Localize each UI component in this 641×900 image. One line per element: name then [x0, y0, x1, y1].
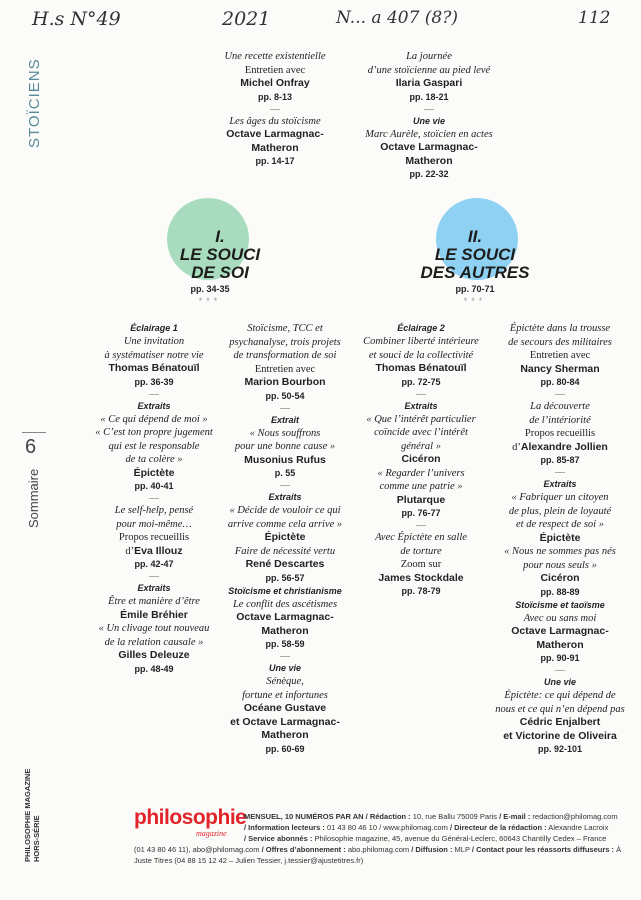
- handwritten-note-right: 112: [578, 8, 611, 28]
- author-name: Matheron: [405, 154, 453, 167]
- rubric-heading: Extraits: [137, 400, 171, 411]
- section-2-pages: pp. 70-71: [455, 284, 495, 294]
- article-title: à systématiser notre vie: [104, 349, 204, 361]
- author-name: René Descartes: [245, 558, 325, 570]
- quote-title: coïncide avec l’intérêt: [374, 427, 468, 438]
- separator-dash: —: [149, 388, 159, 400]
- issue-type-vertical: HORS-SÉRIE: [32, 815, 41, 862]
- author-name: Octave Larmagnac-: [236, 611, 334, 623]
- footer-text: (01 43 80 46 11), abo@philomag.com: [134, 845, 262, 854]
- section-2-title-line-2: DES AUTRES: [420, 263, 530, 282]
- philosophie-logo: philosophie: [134, 806, 247, 829]
- separator-dash: —: [424, 103, 434, 115]
- quote-title: « Nous souffrons: [249, 427, 321, 439]
- page-range: pp. 78-79: [401, 586, 441, 596]
- footer-label: / Offres d’abonnement :: [261, 845, 346, 854]
- author-name: Cicéron: [401, 453, 441, 465]
- author-prefix: d’: [125, 545, 135, 557]
- article-title: La journée: [406, 51, 452, 62]
- article-subtitle: Propos recueillis: [524, 428, 596, 439]
- author-name: Matheron: [536, 638, 584, 651]
- page-range: pp. 50-54: [265, 390, 305, 401]
- footer-line-5: Juste Titres (04 88 15 12 42 – Julien Tessier, j.tessier@ajustetitres.fr): [134, 856, 364, 865]
- footer-text: À: [614, 845, 622, 854]
- article-title: Le conflit des ascétismes: [232, 598, 338, 610]
- section-1-stars: ***: [198, 296, 222, 306]
- quote-title: et de respect de soi »: [516, 519, 604, 530]
- separator-dash: —: [555, 389, 565, 400]
- author-name: Ilaria Gaspari: [395, 77, 463, 89]
- quote-title: « C’est ton propre jugement: [95, 427, 213, 438]
- rubric-heading: Extraits: [137, 583, 171, 593]
- article-subtitle: Zoom sur: [400, 559, 442, 570]
- section-1-title-line-1: LE SOUCI: [179, 245, 261, 264]
- rubric-heading: Extraits: [268, 492, 302, 502]
- section-1-numeral: I.: [215, 227, 225, 246]
- footer-text: abo.philomag.com: [345, 845, 412, 854]
- contents-column-2: [212, 322, 358, 756]
- quote-title: de plus, plein de loyauté: [508, 505, 612, 517]
- section-2-numeral: II.: [467, 227, 483, 246]
- author-name: Marion Bourbon: [244, 376, 326, 388]
- quote-title: « Fabriquer un citoyen: [511, 492, 609, 503]
- rubric-heading: Une vie: [268, 663, 301, 673]
- page-range: pp. 88-89: [540, 586, 580, 597]
- article-title: Être et manière d’être: [108, 596, 200, 607]
- footer-line-3: [244, 833, 640, 844]
- footer-line-4: [134, 844, 640, 855]
- author-name: Gilles Deleuze: [118, 649, 190, 661]
- separator-dash: —: [280, 480, 290, 491]
- footer-label: / E-mail :: [499, 812, 531, 821]
- quote-title: comme une patrie »: [379, 481, 463, 492]
- rubric-heading: Extraits: [404, 400, 438, 411]
- author-name: Thomas Bénatouïl: [108, 362, 200, 374]
- footer-credits: [244, 811, 640, 844]
- footer-line-1: [244, 811, 640, 822]
- article-subtitle: Propos recueillis: [118, 532, 190, 543]
- intro-column-1: [200, 50, 350, 168]
- author-name: James Stockdale: [378, 571, 464, 584]
- page-number: 6: [25, 436, 37, 458]
- author-name: Thomas Bénatouïl: [375, 362, 467, 374]
- author-name: Océane Gustave: [243, 702, 327, 714]
- page-label: Sommaire: [26, 468, 41, 528]
- footer-text: Philosophie magazine, 45, avenue du Général-Leclerc, 60643 Chantilly Cedex – France: [312, 834, 607, 843]
- page-range: pp. 58-59: [265, 639, 305, 649]
- separator-dash: —: [555, 467, 565, 478]
- author-name: Matheron: [261, 729, 309, 741]
- quote-title: qui est le responsable: [108, 440, 200, 452]
- footer-label: / Diffusion :: [411, 845, 453, 854]
- article-title: Les âges du stoïcisme: [229, 115, 321, 127]
- author-name: Matheron: [251, 141, 299, 154]
- author-name: Émile Bréhier: [120, 608, 188, 621]
- page-range: pp. 40-41: [134, 481, 174, 491]
- article-title: La découverte: [530, 401, 590, 412]
- page-range: pp. 90-91: [540, 653, 580, 663]
- quote-title: « Que l’intérêt particulier: [366, 413, 476, 425]
- quote-title: arrive comme cela arrive »: [227, 518, 343, 530]
- author-name: Michel Onfray: [240, 77, 310, 89]
- rubric-heading: Éclairage 1: [130, 323, 178, 333]
- handwritten-note-left: H.s N°49: [32, 8, 121, 30]
- author-name: Musonius Rufus: [244, 453, 326, 466]
- rubric-heading: Extrait: [270, 414, 299, 425]
- handwritten-note-mid: N... a 407 (8?): [336, 8, 458, 28]
- article-title: d’une stoïcienne au pied levé: [367, 64, 491, 76]
- page-range: pp. 60-69: [265, 743, 305, 754]
- page-range: pp. 76-77: [401, 508, 441, 518]
- article-title: Faire de nécessité vertu: [234, 545, 336, 557]
- author-name: Nancy Sherman: [520, 362, 600, 375]
- footer-text: 10, rue Ballu 75009 Paris: [410, 812, 500, 821]
- article-title: Épictète dans la trousse: [509, 323, 611, 334]
- author-name: et Octave Larmagnac-: [230, 715, 340, 728]
- page-range: pp. 36-39: [134, 376, 174, 387]
- footer-text: redaction@philomag.com: [530, 812, 618, 821]
- page-range: pp. 80-84: [540, 377, 580, 387]
- author-name: Eva Illouz: [134, 544, 183, 557]
- page-range: pp. 72-75: [401, 376, 441, 387]
- separator-dash: —: [280, 651, 290, 662]
- page-range: pp. 14-17: [255, 156, 295, 166]
- rubric-heading: Une vie: [412, 115, 445, 126]
- rubric-heading: Éclairage 2: [397, 323, 445, 333]
- page-range: pp. 92-101: [537, 744, 583, 754]
- author-name: Matheron: [261, 624, 309, 637]
- author-name: Plutarque: [396, 493, 446, 506]
- page-range: pp. 85-87: [540, 455, 580, 465]
- author-prefix: d’: [512, 441, 521, 453]
- author-name: Cédric Enjalbert: [519, 716, 601, 728]
- contents-column-4: [486, 322, 634, 756]
- rubric-heading: Une vie: [543, 677, 576, 687]
- author-name: Octave Larmagnac-: [226, 128, 324, 140]
- page-range: p. 55: [274, 468, 296, 478]
- separator-dash: —: [280, 402, 290, 414]
- author-name: Cicéron: [540, 572, 580, 584]
- footer-label: / Contact pour les réassorts diffuseurs :: [471, 845, 615, 854]
- sidebar-divider: [22, 432, 46, 433]
- page-range: pp. 8-13: [257, 91, 292, 102]
- article-title: de l’intériorité: [529, 414, 591, 426]
- page-range: pp. 18-21: [409, 91, 449, 102]
- article-title: Stoïcisme, TCC et: [247, 323, 323, 334]
- section-1-pages: pp. 34-35: [190, 284, 230, 294]
- page-range: pp. 56-57: [265, 572, 305, 583]
- article-title: pour moi-même…: [116, 518, 192, 530]
- footer-label: / Information lecteurs :: [244, 823, 325, 832]
- article-title: Une recette existentielle: [224, 51, 326, 62]
- author-name: Épictète: [264, 531, 306, 543]
- author-name: Épictète: [133, 466, 175, 479]
- magazine-name-vertical: PHILOSOPHIE MAGAZINE: [23, 768, 32, 862]
- separator-dash: —: [149, 493, 159, 504]
- author-line: [88, 545, 220, 559]
- footer-text: MLP: [452, 845, 472, 854]
- rubric-heading: Stoïcisme et taoïsme: [515, 599, 605, 610]
- article-title: de torture: [400, 545, 442, 557]
- article-title: psychanalyse, trois projets: [229, 336, 341, 348]
- quote-title: de la relation causale »: [104, 636, 204, 648]
- article-subtitle: Entretien avec: [254, 363, 316, 375]
- author-name: Épictète: [539, 531, 581, 544]
- page-range: pp. 22-32: [409, 169, 449, 179]
- quote-title: « Nous ne sommes pas nés: [504, 546, 616, 557]
- quote-title: pour nous seuls »: [523, 559, 597, 571]
- footer-text: Alexandre Lacroix: [546, 823, 609, 832]
- article-title: Marc Aurèle, stoïcien en actes: [365, 128, 493, 140]
- footer-text: 01 43 80 46 10 / www.philomag.com: [324, 823, 450, 832]
- quote-title: « Un clivage tout nouveau: [98, 623, 210, 634]
- quote-title: de ta colère »: [125, 454, 183, 465]
- footer-label: MENSUEL, 10 NUMÉROS PAR AN / Rédaction :: [244, 812, 411, 821]
- intro-column-2: [354, 50, 504, 181]
- article-title: de secours des militaires: [508, 336, 612, 348]
- page-range: pp. 42-47: [134, 559, 174, 569]
- handwritten-note-year: 2021: [222, 8, 271, 30]
- rubric-heading: Stoïcisme et christianisme: [228, 585, 342, 596]
- contents-column-1: [88, 322, 220, 676]
- contents-column-3: [346, 322, 496, 598]
- author-name: Alexandre Jollien: [520, 440, 608, 453]
- author-line: [486, 441, 634, 455]
- footer-credits-continued: [134, 844, 640, 866]
- author-name: Octave Larmagnac-: [380, 141, 478, 153]
- footer-label: / Service abonnés :: [244, 834, 313, 843]
- article-title: et souci de la collectivité: [368, 349, 474, 361]
- article-title: Une invitation: [123, 336, 185, 347]
- section-1-title-line-2: DE SOI: [191, 263, 249, 282]
- article-subtitle: Entretien avec: [529, 350, 591, 361]
- quote-title: « Décide de vouloir ce qui: [229, 505, 341, 516]
- separator-dash: —: [416, 520, 426, 531]
- separator-dash: —: [416, 388, 426, 400]
- article-title: de transformation de soi: [233, 350, 337, 361]
- author-name: Octave Larmagnac-: [511, 625, 609, 637]
- section-label: STOÏCIENS: [26, 58, 43, 148]
- quote-title: pour une bonne cause »: [234, 441, 336, 452]
- article-title: Combiner liberté intérieure: [363, 336, 479, 347]
- quote-title: « Regarder l’univers: [377, 467, 465, 479]
- quote-title: général »: [401, 440, 441, 452]
- separator-dash: —: [270, 103, 280, 115]
- article-title: Avec ou sans moi: [523, 612, 597, 624]
- article-title: Avec Épictète en salle: [375, 532, 467, 543]
- article-title: nous et ce qui n’en dépend pas: [495, 703, 625, 715]
- separator-dash: —: [555, 665, 565, 676]
- section-2-title-line-1: LE SOUCI: [434, 245, 516, 264]
- page-range: pp. 48-49: [134, 663, 174, 674]
- magazine-logo-subtitle: magazine: [196, 829, 227, 838]
- rubric-heading: Extraits: [543, 479, 577, 489]
- footer-label: / Directeur de la rédaction :: [449, 823, 547, 832]
- quote-title: « Ce qui dépend de moi »: [100, 413, 208, 425]
- article-title: fortune et infortunes: [242, 689, 328, 701]
- author-name: et Victorine de Oliveira: [503, 729, 617, 742]
- article-title: Le self-help, pensé: [114, 505, 194, 516]
- article-title: Épictète: ce qui dépend de: [504, 690, 616, 701]
- article-title: Sénèque,: [266, 676, 304, 687]
- article-subtitle: Entretien avec: [244, 64, 306, 76]
- section-2-stars: ***: [463, 296, 487, 306]
- footer-line-2: [244, 822, 640, 833]
- separator-dash: —: [149, 571, 159, 582]
